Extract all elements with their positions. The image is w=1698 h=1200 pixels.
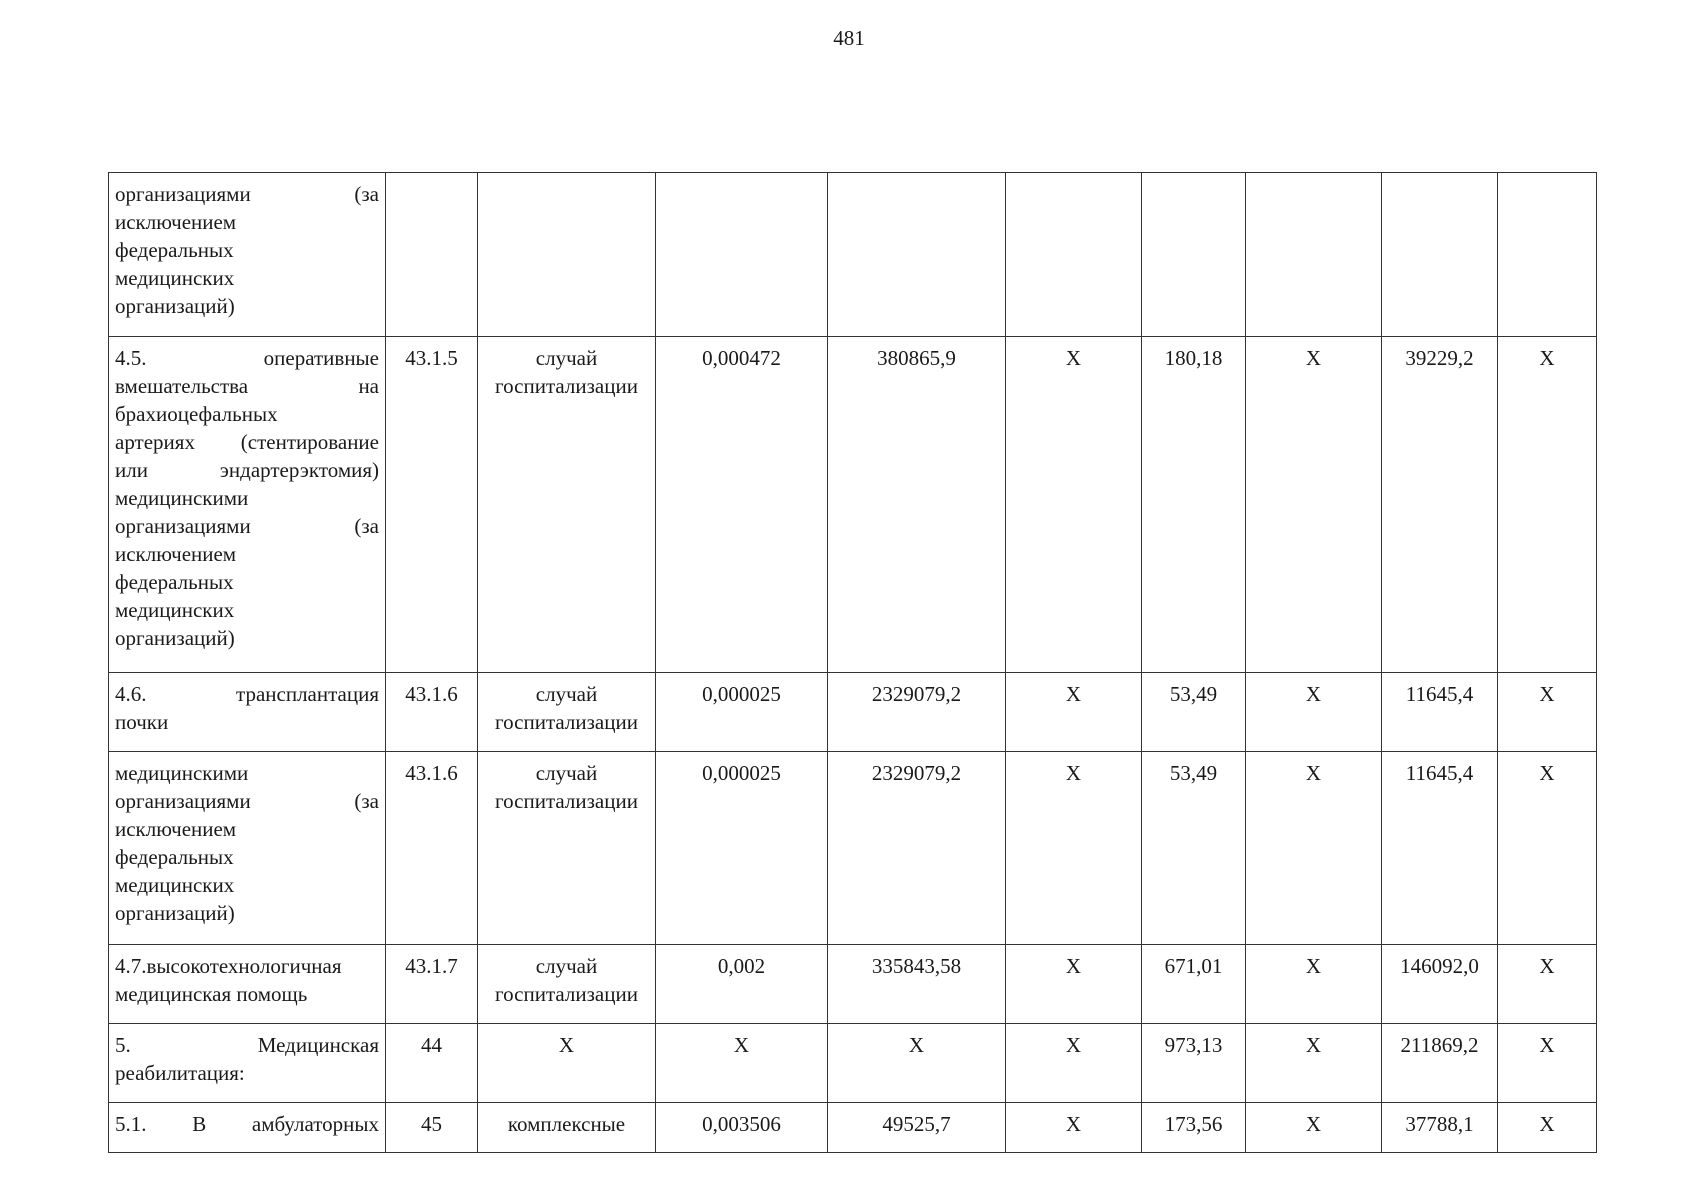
cell-value-6: 37788,1 — [1382, 1103, 1498, 1153]
cell-value-4: 973,13 — [1142, 1024, 1246, 1103]
cell-value-7: Х — [1498, 673, 1597, 752]
cell-value-4: 173,56 — [1142, 1103, 1246, 1153]
cell-value-4: 671,01 — [1142, 945, 1246, 1024]
indicator-name-line: 4.6. трансплантация — [115, 682, 379, 706]
cell-value-5: Х — [1246, 1103, 1382, 1153]
indicator-name-line: организациями (за — [115, 789, 379, 813]
cell-indicator-name — [109, 673, 386, 752]
cell-value-3: Х — [1006, 945, 1142, 1024]
cell-value-3: Х — [1006, 337, 1142, 673]
cell-value-2: 2329079,2 — [828, 673, 1006, 752]
cell-value-1: 0,002 — [656, 945, 828, 1024]
cell-value-2: 2329079,2 — [828, 752, 1006, 945]
cell-unit: случай госпитализации — [478, 673, 656, 752]
cell-value-7: Х — [1498, 1024, 1597, 1103]
indicator-name-line: федеральных — [115, 570, 234, 594]
cell-value-7: Х — [1498, 337, 1597, 673]
indicator-name-line: организациями (за — [115, 182, 379, 206]
cell-value-5: Х — [1246, 337, 1382, 673]
cell-value-7: Х — [1498, 945, 1597, 1024]
cell-value-6: 11645,4 — [1382, 673, 1498, 752]
indicator-name-line: артериях (стентирование — [115, 430, 379, 454]
table-row — [109, 752, 1597, 945]
cell-unit: комплексные — [478, 1103, 656, 1153]
indicator-name-line: организаций) — [115, 626, 235, 650]
cell-unit: Х — [478, 1024, 656, 1103]
cell-indicator-name — [109, 173, 386, 337]
indicator-name-line: или эндартерэктомия) — [115, 458, 379, 482]
cell-row-code: 43.1.7 — [386, 945, 478, 1024]
cell-value-4: 180,18 — [1142, 337, 1246, 673]
cell-value-6: 11645,4 — [1382, 752, 1498, 945]
cell-value-6: 39229,2 — [1382, 337, 1498, 673]
table-body — [109, 173, 1597, 1153]
indicator-name-line: организаций) — [115, 901, 235, 925]
cell-value-6: 146092,0 — [1382, 945, 1498, 1024]
cell-value-6: 211869,2 — [1382, 1024, 1498, 1103]
cell-value-1: 0,003506 — [656, 1103, 828, 1153]
cell-unit — [478, 173, 656, 337]
cell-value-1: 0,000025 — [656, 752, 828, 945]
cell-row-code: 44 — [386, 1024, 478, 1103]
cell-value-2: 335843,58 — [828, 945, 1006, 1024]
cell-value-7: Х — [1498, 752, 1597, 945]
cell-unit: случай госпитализации — [478, 337, 656, 673]
page-number: 481 — [833, 26, 865, 50]
cell-value-5: Х — [1246, 1024, 1382, 1103]
cell-value-2: Х — [828, 1024, 1006, 1103]
indicator-name-line: исключением — [115, 817, 237, 841]
cell-value-5: Х — [1246, 945, 1382, 1024]
table-row — [109, 673, 1597, 752]
cell-value-7: Х — [1498, 1103, 1597, 1153]
cell-value-5: Х — [1246, 752, 1382, 945]
table-row — [109, 173, 1597, 337]
indicator-name-line: брахиоцефальных — [115, 402, 278, 426]
data-table — [108, 172, 1597, 1153]
indicator-name-line: исключением — [115, 542, 237, 566]
cell-value-2 — [828, 173, 1006, 337]
cell-unit: случай госпитализации — [478, 752, 656, 945]
table-row — [109, 1103, 1597, 1153]
cell-value-3: Х — [1006, 1024, 1142, 1103]
cell-value-4: 53,49 — [1142, 752, 1246, 945]
cell-value-6 — [1382, 173, 1498, 337]
indicator-name-line: федеральных — [115, 238, 234, 262]
cell-unit: случай госпитализации — [478, 945, 656, 1024]
cell-value-1 — [656, 173, 828, 337]
indicator-name-line: вмешательства на — [115, 374, 379, 398]
cell-value-2: 380865,9 — [828, 337, 1006, 673]
indicator-name-line: 5.1. В амбулаторных — [115, 1112, 379, 1136]
cell-indicator-name — [109, 945, 386, 1024]
cell-indicator-name — [109, 337, 386, 673]
table-row — [109, 1024, 1597, 1103]
cell-row-code: 43.1.6 — [386, 673, 478, 752]
cell-value-7 — [1498, 173, 1597, 337]
cell-value-5 — [1246, 173, 1382, 337]
indicator-name-line: 4.7.высокотехнологичная — [115, 954, 342, 978]
cell-indicator-name — [109, 752, 386, 945]
cell-indicator-name — [109, 1024, 386, 1103]
indicator-name-line: реабилитация: — [115, 1061, 245, 1085]
table-row — [109, 337, 1597, 673]
indicator-name-line: медицинская помощь — [115, 982, 308, 1006]
indicator-name-line: медицинских — [115, 598, 235, 622]
cell-value-3: Х — [1006, 673, 1142, 752]
indicator-name-line: медицинскими — [115, 761, 249, 785]
cell-row-code: 43.1.5 — [386, 337, 478, 673]
cell-value-5: Х — [1246, 673, 1382, 752]
cell-value-2: 49525,7 — [828, 1103, 1006, 1153]
cell-value-4: 53,49 — [1142, 673, 1246, 752]
cell-row-code: 43.1.6 — [386, 752, 478, 945]
cell-value-1: 0,000025 — [656, 673, 828, 752]
indicator-name-line: организациями (за — [115, 514, 379, 538]
indicator-name-line: 5. Медицинская — [115, 1033, 379, 1057]
cell-value-3: Х — [1006, 752, 1142, 945]
indicator-name-line: 4.5. оперативные — [115, 346, 379, 370]
indicator-name-line: организаций) — [115, 294, 235, 318]
table-row — [109, 945, 1597, 1024]
cell-indicator-name — [109, 1103, 386, 1153]
indicator-name-line: федеральных — [115, 845, 234, 869]
indicator-name-line: медицинских — [115, 266, 235, 290]
indicator-name-line: почки — [115, 710, 169, 734]
cell-value-1: Х — [656, 1024, 828, 1103]
indicator-name-line: исключением — [115, 210, 237, 234]
cell-value-4 — [1142, 173, 1246, 337]
cell-value-1: 0,000472 — [656, 337, 828, 673]
indicator-name-line: медицинских — [115, 873, 235, 897]
cell-value-3: Х — [1006, 1103, 1142, 1153]
cell-row-code: 45 — [386, 1103, 478, 1153]
cell-value-3 — [1006, 173, 1142, 337]
indicator-name-line: медицинскими — [115, 486, 249, 510]
cell-row-code — [386, 173, 478, 337]
